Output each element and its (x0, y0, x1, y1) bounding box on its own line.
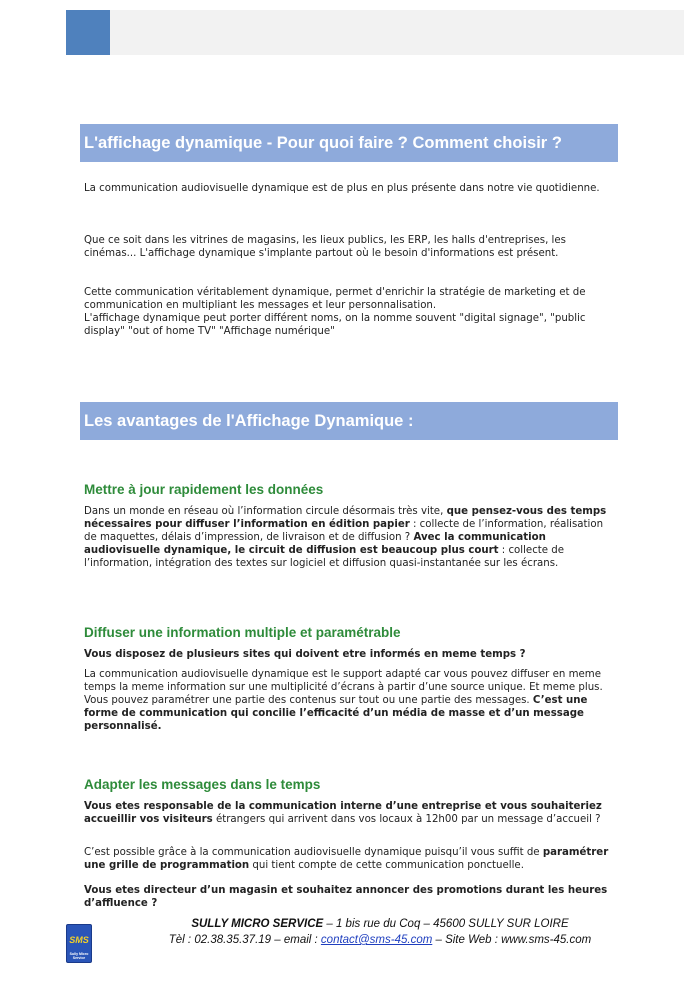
adapt-paragraph-2 (84, 846, 616, 872)
update-text-1: Dans un monde en réseau où l’information circule désormais très vite, (84, 506, 447, 517)
footer-address-line (100, 918, 660, 930)
sms-logo (66, 924, 92, 963)
update-bold-1: que pensez-vous des temps nécessaires pour diffuser l’information en édition papier (84, 506, 607, 530)
adapt-paragraph-3 (84, 884, 616, 910)
intro-paragraph: La communication audiovisuelle dynamique est de plus en plus présente dans notre vie quotidienne. (84, 183, 600, 194)
footer-email-link[interactable]: contact@sms-45.com (320, 934, 433, 946)
header-accent-square (66, 10, 110, 55)
adapt-bold-1: Vous etes responsable de la communication interne d’une entreprise et vous souhaiteriez accueillir vos visiteurs (84, 801, 602, 825)
multiple-bold-1: C’est une forme de communication qui concilie l’efficacité d’un média de masse et d’un message personnalisé. (84, 695, 588, 732)
adapt-text-2: C’est possible grâce à la communication audiovisuelle dynamique puisqu’il vous suffit de (84, 847, 543, 858)
multiple-question-text: Vous disposez de plusieurs sites qui doivent etre informés en meme temps ? (84, 649, 526, 660)
update-text-3: : collecte de l’information, intégration des textes sur logiciel et diffusion quasi-instantanée sur les écrans. (84, 545, 565, 569)
subheading-update: Mettre à jour rapidement les données (84, 482, 324, 497)
logo-subtext: Sully Micro Service (69, 952, 89, 960)
adapt-text-3: qui tient compte de cette communication ponctuelle. (249, 860, 524, 871)
footer-company: SULLY MICRO SERVICE (191, 918, 324, 930)
section-title-affichage: L'affichage dynamique - Pour quoi faire ? Comment choisir ? (80, 124, 618, 162)
logo-text: SMS (69, 935, 89, 945)
subheading-multiple: Diffuser une information multiple et paramétrable (84, 625, 401, 640)
strategy-text: Cette communication véritablement dynamique, permet d'enrichir la stratégie de marketing et de communication en multipliant les messages et leur personnalisation. (84, 287, 586, 311)
footer-address: – 1 bis rue du Coq – 45600 SULLY SUR LOIRE (323, 918, 569, 930)
update-paragraph (84, 505, 616, 570)
adapt-paragraph-1 (84, 800, 616, 826)
header-bar (66, 10, 684, 55)
section-title-avantages: Les avantages de l'Affichage Dynamique : (80, 402, 618, 440)
multiple-text-1: La communication audiovisuelle dynamique est le support adapté car vous pouvez diffuser en meme temps la meme information sur une multiplicité d’écrans à partir d’une source unique. Et meme plus. Vous pouvez paramétrer une partie des contenus sur tout ou une partie des messages. (84, 669, 603, 706)
subheading-adapt: Adapter les messages dans le temps (84, 777, 321, 792)
update-text-2: : collecte de l’information, réalisation de maquettes, délais d’impression, de livraison et de diffusion ? (84, 519, 604, 543)
adapt-bold-3: Vous etes directeur d’un magasin et souhaitez annoncer des promotions durant les heures d’affluence ? (84, 885, 608, 909)
adapt-bold-2: paramétrer une grille de programmation (84, 847, 609, 871)
footer-contact-pre: Tèl : 02.38.35.37.19 – email : (168, 934, 321, 946)
multiple-question (84, 648, 616, 661)
multiple-paragraph (84, 668, 616, 733)
places-paragraph: Que ce soit dans les vitrines de magasins, les lieux publics, les ERP, les halls d'entreprises, les cinémas... L'affichage dynamique s'implante partout où le besoin d'informations est présent. (84, 235, 566, 259)
footer-contact-post: – Site Web : www.sms-45.com (432, 934, 592, 946)
adapt-text-1: étrangers qui arrivent dans vos locaux à 12h00 par un message d’accueil ? (212, 814, 601, 825)
strategy-paragraph (84, 286, 616, 338)
footer-contact-line (100, 934, 660, 946)
names-text: L'affichage dynamique peut porter différent noms, on la nomme souvent "digital signage", "public display" "out of home TV" "Affichage numérique" (84, 313, 586, 337)
update-bold-2: Avec la communication audiovisuelle dynamique, le circuit de diffusion est beaucoup plus court (84, 532, 546, 556)
